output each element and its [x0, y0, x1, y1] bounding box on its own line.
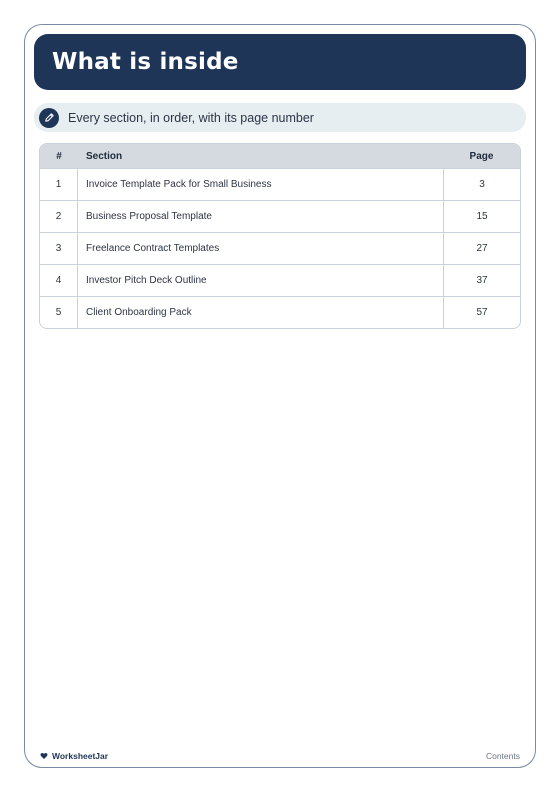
heart-icon [40, 752, 48, 760]
column-header-section: Section [86, 150, 123, 162]
row-num: 3 [40, 233, 78, 264]
row-page: 57 [443, 297, 520, 328]
row-page: 27 [443, 233, 520, 264]
row-num: 5 [40, 297, 78, 328]
header-banner [34, 34, 526, 90]
pencil-icon [39, 108, 59, 128]
subtitle-pill [34, 103, 526, 132]
footer-section-label: Contents [485, 751, 520, 761]
subtitle-text: Every section, in order, with its page number [68, 110, 314, 125]
row-section: Client Onboarding Pack [86, 307, 192, 318]
row-num: 4 [40, 265, 78, 296]
row-section: Freelance Contract Templates [86, 243, 220, 254]
footer-brand [40, 751, 108, 761]
table-row [40, 200, 520, 232]
row-page: 15 [443, 201, 520, 232]
column-header-page: Page [469, 150, 494, 162]
row-section: Business Proposal Template [86, 211, 212, 222]
row-num: 1 [40, 169, 78, 200]
table-header [40, 144, 520, 168]
row-num: 2 [40, 201, 78, 232]
page-title: What is inside [52, 49, 239, 75]
table-row [40, 296, 520, 328]
page-frame [24, 24, 536, 768]
row-page: 3 [443, 169, 520, 200]
table-row [40, 168, 520, 200]
row-page: 37 [443, 265, 520, 296]
row-section: Investor Pitch Deck Outline [86, 275, 207, 286]
brand-name: WorksheetJar [52, 751, 109, 761]
row-section: Invoice Template Pack for Small Business [86, 179, 272, 190]
column-header-num: # [56, 150, 62, 162]
table-row [40, 232, 520, 264]
toc-table [39, 143, 521, 329]
table-row [40, 264, 520, 296]
